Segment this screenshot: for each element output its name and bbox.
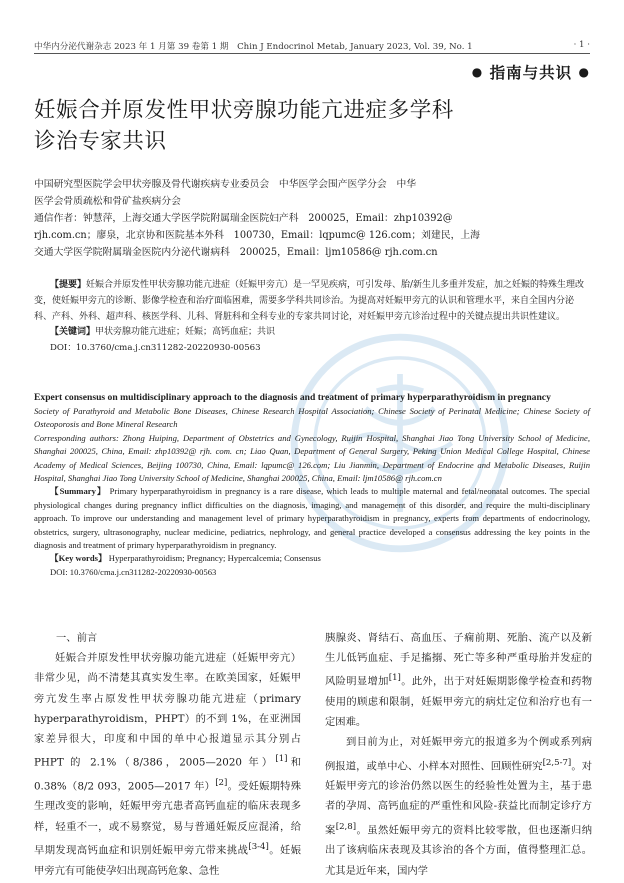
body-paragraph [325, 732, 592, 880]
body-text: 到目前为止，对妊娠甲旁亢的报道多为个例或系列病例报道，或单中心、小样本对照性、回顾性研究 [325, 736, 592, 773]
corresponding-line: 通信作者：钟慧萍，上海交通大学医学院附属瑞金医院妇产科 200025，Email：zhp10392@ [34, 213, 453, 224]
body-paragraph [34, 648, 301, 881]
title-line: 妊娠合并原发性甲状旁腺功能亢进症多学科 [34, 98, 454, 123]
column-tag [472, 61, 590, 83]
section-heading: 一、前言 [56, 632, 98, 644]
body-text: 和 0.38%（8/2 093，2005—2017 年） [34, 756, 301, 793]
doi: DOI: 10.3760/cma.j.cn311282-20220930-00563 [50, 566, 217, 577]
running-head [34, 40, 590, 52]
article-title [34, 95, 594, 157]
citation: [2,5-7] [542, 757, 572, 768]
english-affiliations: Society of Parathyroid and Metabolic Bone Diseases, Chinese Research Hospital Association; Chinese Society of Perinatal Medicine; Chinese Society of Osteoporosis and Bone Mineral Research [34, 406, 590, 430]
abstract-text: 妊娠合并原发性甲状旁腺功能亢进症（妊娠甲旁亢）是一罕见疾病，可引发母、胎/新生儿多重并发症，加之妊娠的特殊生理改变，使妊娠甲旁亢的诊断、影像学检查和治疗面临困难，需要多学科共同诊治。为提高对妊娠甲旁亢的认识和管理水平，来自全国内分泌科、产科、外科、超声科、核医学科、儿科、肾脏科和全科专业的专家共同讨论，对妊娠甲旁亢诊治过程中的关键点提出共识性建议。 [34, 280, 585, 322]
body-paragraph [325, 628, 592, 732]
corresponding-line: 交通大学医学院附属瑞金医院内分泌代谢病科 200025，Email：ljm10586@ rjh.com.cn [34, 247, 438, 258]
body-text: 。受妊娠期特殊生理改变的影响，妊娠甲旁亢患者高钙血症的临床表现多样，轻重不一，或不易察觉，易与普通妊娠反应混淆，给早期发现高钙血症和识别妊娠甲旁亢带来挑战 [34, 780, 301, 857]
body-text: 。此外，出于对妊娠期影像学检查和药物使用的顾虑和限制，妊娠甲旁亢的病灶定位和治疗也有一定困难。 [325, 675, 593, 729]
english-keywords [34, 552, 590, 565]
body-column-right [325, 628, 592, 881]
page-number: · 1 · [573, 40, 590, 50]
citation: [1] [275, 754, 288, 765]
abstract-paragraph [34, 278, 590, 325]
keywords-text: Hyperparathyroidism; Pregnancy; Hypercalcemia; Consensus [108, 553, 321, 564]
bullet-dot-icon: ● [578, 65, 590, 79]
english-abstract [34, 391, 590, 579]
english-corresponding: Corresponding authors: Zhong Huiping, Department of Obstetrics and Gynecology, Ruijin Hospital, Shanghai Jiao Tong University School of Medicine, Shanghai 200025, China, Email: zhp10392@ rjh. com. cn; Liao Quan, Department of General Surgery, Peking Union Medical College Hospital, Chinese Academy of Medical Sciences, Beijing 100730, China, Email: lqpumc@ 126.com; Liu Jianmin, Department of Endocrine and Metabolic Diseases, Ruijin Hospital, Shanghai Jiao Tong University School of Medicine, Shanghai 200025, China, Email: ljm10586@ rjh.com.cn [34, 432, 590, 484]
body-text: 。虽然妊娠甲旁亢的资料比较零散，但也逐渐归纳出了该病临床表现及其诊治的各个方面，值得整理汇总。尤其是近年来，国内学 [325, 824, 593, 877]
keywords-label: 【关键词】 [50, 327, 96, 338]
citation: [2] [215, 777, 228, 788]
citation: [2,8] [335, 821, 357, 832]
summary-label: 【Summary】 [50, 486, 107, 497]
body-text: 。妊娠甲旁亢有可能使孕妇出现高钙危象、急性 [34, 844, 302, 877]
doi: DOI：10.3760/cma.j.cn311282-20220930-00563 [50, 343, 261, 354]
body-column-left [34, 628, 301, 881]
keywords-text: 甲状旁腺功能亢进症；妊娠；高钙血症；共识 [95, 327, 276, 338]
author-block [34, 176, 594, 261]
keywords-label: 【Key words】 [50, 553, 107, 564]
body-text: 妊娠合并原发性甲状旁腺功能亢进症（妊娠甲旁亢）非常少见，尚不清楚其真实发生率。在欧美国家，妊娠甲旁亢发生率占原发性甲状旁腺功能亢进症（primary hyperparathyroidism，PHPT）的不到 1%，在亚洲国家差异很大，印度和中国的单中心报道显示其分别占 PHPT 的 2.1%（8/386，2005—2020 年） [34, 652, 301, 769]
author-line: 医学会骨质疏松和骨矿盐疾病分会 [34, 196, 181, 207]
header-rule [34, 53, 590, 54]
citation: [1] [388, 673, 401, 684]
running-title: 中华内分泌代谢杂志 2023 年 1 月第 39 卷第 1 期 Chin J Endocrinol Metab, January 2023, Vol. 39, No. 1 [34, 42, 473, 52]
keywords-paragraph [34, 325, 590, 341]
english-title: Expert consensus on multidisciplinary approach to the diagnosis and treatment of primary hyperparathyroidism in pregnancy [34, 392, 551, 403]
citation: [3-4] [248, 841, 269, 852]
body-text: 胰腺炎、肾结石、高血压、子痫前期、死胎、流产以及新生儿低钙血症、手足搐搦、死亡等多种严重母胎并发症的风险明显增加 [325, 632, 592, 688]
author-line: 中国研究型医院学会甲状旁腺及骨代谢疾病专业委员会 中华医学会围产医学分会 中华 [34, 179, 417, 190]
corresponding-line: rjh.com.cn；廖泉，北京协和医院基本外科 100730，Email：lqpumc@ 126.com；刘建民，上海 [34, 230, 480, 241]
column-tag-label: 指南与共识 [489, 64, 573, 82]
chinese-abstract [34, 278, 590, 357]
title-line: 诊治专家共识 [34, 129, 167, 154]
english-summary [34, 485, 590, 552]
abstract-label: 【提要】 [50, 280, 87, 290]
body-text: 。对妊娠甲旁亢的诊治仍然以医生的经验性处置为主，基于患者的孕周、高钙血症的严重性和风险-获益比而制定诊疗方案 [325, 760, 593, 837]
summary-text: Primary hyperparathyroidism in pregnancy is a rare disease, which leads to multiple maternal and fetal/neonatal outcomes. The special physiological changes during pregnancy inflict difficulties on the diagnosis, imaging, and management of this disorder, and require the multi-disciplinary approach. To improve our understanding and management level of primary hyperparathyroidism in pregnancy, experts from departments of endocrinology, obstetrics, surgery, ultrasonography, nuclear medicine, pediatrics, nephrology, and general practice developed a consensus addressing the key points in the diagnosis and treatment of primary hyperparathyroidism in pregnancy. [34, 486, 590, 551]
bullet-dot-icon: ● [471, 65, 484, 79]
